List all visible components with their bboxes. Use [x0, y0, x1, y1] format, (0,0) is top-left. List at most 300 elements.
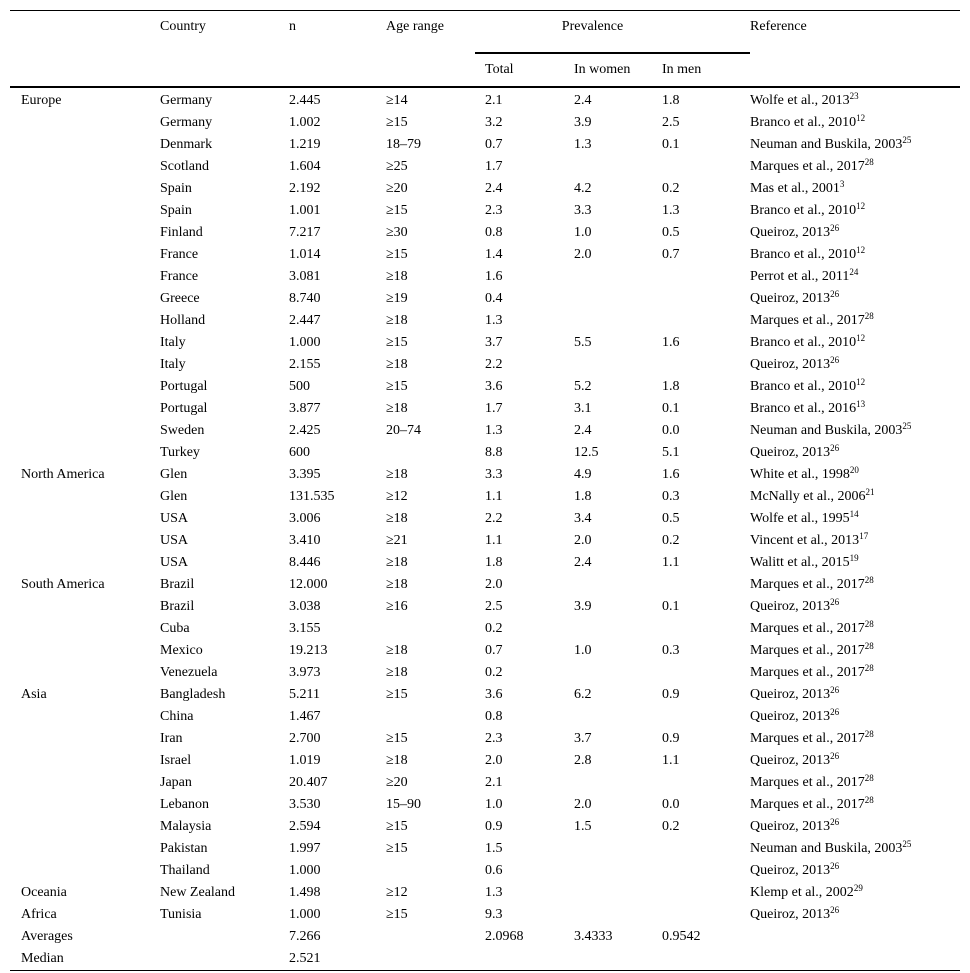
row-n: 3.530: [289, 797, 321, 812]
row-region: Median: [10, 948, 160, 971]
row-age-range: ≥20: [386, 181, 408, 196]
row-region: [10, 288, 160, 310]
row-country: Finland: [160, 225, 203, 240]
row-reference: [750, 794, 960, 816]
table-row: [10, 266, 960, 288]
row-in-women: [574, 882, 662, 904]
row-in-women: 1.0: [574, 225, 592, 240]
table-row: [10, 200, 960, 222]
reference-citation-number: 23: [849, 91, 859, 102]
row-in-men: [662, 310, 750, 332]
table-row: [10, 508, 960, 530]
row-in-men: 0.3: [662, 489, 680, 504]
row-reference: [750, 552, 960, 574]
row-region: [10, 398, 160, 420]
row-n: 2.594: [289, 819, 321, 834]
row-total: 2.3: [485, 203, 503, 218]
row-n: 1.019: [289, 753, 321, 768]
row-country: Lebanon: [160, 797, 209, 812]
row-age-range: ≥15: [386, 335, 408, 350]
row-country: Brazil: [160, 599, 195, 614]
prevalence-table: [10, 10, 960, 971]
row-n: 2.445: [289, 93, 321, 108]
row-reference: [750, 530, 960, 552]
table-row: [10, 596, 960, 618]
row-in-men: 0.7: [662, 247, 680, 262]
reference-text: White et al., 1998: [750, 467, 850, 482]
row-in-men: 2.5: [662, 115, 680, 130]
row-age-range: ≥15: [386, 907, 408, 922]
row-n: 1.604: [289, 159, 321, 174]
row-in-men: 0.5: [662, 225, 680, 240]
row-total: 3.7: [485, 335, 503, 350]
row-total: 1.7: [485, 401, 503, 416]
row-region: [10, 706, 160, 728]
row-age-range: ≥18: [386, 643, 408, 658]
row-in-men: 0.9542: [662, 929, 701, 944]
row-age-range: ≥25: [386, 159, 408, 174]
row-reference: [750, 87, 960, 112]
header-total: Total: [475, 53, 574, 87]
row-total: 2.4: [485, 181, 503, 196]
header-region: [10, 11, 160, 54]
reference-citation-number: 26: [830, 685, 840, 696]
row-n: 2.521: [289, 948, 386, 971]
row-age-range: ≥19: [386, 291, 408, 306]
row-country: [160, 948, 289, 971]
row-reference: [750, 420, 960, 442]
header-in-men: In men: [662, 53, 750, 87]
reference-text: Queiroz, 2013: [750, 445, 831, 460]
row-in-men: 0.2: [662, 819, 680, 834]
row-total: 2.1: [485, 93, 503, 108]
reference-text: Marques et al., 2017: [750, 665, 865, 680]
reference-text: Queiroz, 2013: [750, 907, 831, 922]
row-n: 1.000: [289, 863, 321, 878]
row-in-women: [574, 838, 662, 860]
reference-text: McNally et al., 2006: [750, 489, 866, 504]
row-in-women: 2.8: [574, 753, 592, 768]
row-in-men: [662, 904, 750, 926]
row-in-women: 2.0: [574, 797, 592, 812]
row-reference: [750, 706, 960, 728]
row-country: Mexico: [160, 643, 203, 658]
row-in-women: [574, 288, 662, 310]
row-total: 1.5: [485, 841, 503, 856]
row-region: [10, 244, 160, 266]
row-reference: [750, 728, 960, 750]
table-row: [10, 376, 960, 398]
reference-text: Queiroz, 2013: [750, 687, 831, 702]
reference-citation-number: 26: [830, 289, 840, 300]
row-country: USA: [160, 533, 189, 548]
row-age-range: ≥12: [386, 885, 408, 900]
reference-citation-number: 28: [864, 729, 874, 740]
row-reference: [750, 376, 960, 398]
reference-citation-number: 26: [830, 443, 840, 454]
reference-text: Marques et al., 2017: [750, 775, 865, 790]
row-region: [10, 156, 160, 178]
row-in-men: [662, 156, 750, 178]
row-age-range: [386, 926, 475, 948]
row-in-women: 1.8: [574, 489, 592, 504]
row-country: Germany: [160, 115, 213, 130]
table-row: [10, 354, 960, 376]
row-total: 0.7: [485, 137, 503, 152]
row-total: 2.1: [485, 775, 503, 790]
row-reference: [750, 882, 960, 904]
row-age-range: ≥16: [386, 599, 408, 614]
row-country: Thailand: [160, 863, 210, 878]
table-row: [10, 332, 960, 354]
table-row: [10, 420, 960, 442]
table-row: [10, 442, 960, 464]
row-country: New Zealand: [160, 885, 236, 900]
row-reference: [750, 310, 960, 332]
table-row: [10, 310, 960, 332]
row-region: [10, 728, 160, 750]
row-age-range: ≥18: [386, 555, 408, 570]
reference-citation-number: 28: [864, 795, 874, 806]
row-country: USA: [160, 511, 189, 526]
row-in-women: 2.4: [574, 423, 592, 438]
row-n: 500: [289, 379, 310, 394]
row-total: 1.3: [485, 885, 503, 900]
reference-text: Branco et al., 2010: [750, 379, 857, 394]
row-age-range: ≥15: [386, 247, 408, 262]
table-row: [10, 640, 960, 662]
row-region: [10, 508, 160, 530]
reference-citation-number: 26: [830, 355, 840, 366]
row-in-women: 3.9: [574, 599, 592, 614]
table-row: [10, 87, 960, 112]
row-in-men: 1.1: [662, 555, 680, 570]
row-country: Spain: [160, 203, 192, 218]
row-in-men: [662, 574, 750, 596]
row-in-men: [662, 772, 750, 794]
row-country: Italy: [160, 357, 186, 372]
reference-citation-number: 12: [856, 333, 866, 344]
row-age-range: ≥15: [386, 203, 408, 218]
row-age-range: ≥18: [386, 753, 408, 768]
row-age-range: 20–74: [386, 423, 421, 438]
row-region: Averages: [21, 929, 73, 944]
reference-text: Neuman and Buskila, 2003: [750, 423, 903, 438]
reference-text: Branco et al., 2016: [750, 401, 857, 416]
table-row: [10, 178, 960, 200]
row-total: 1.8: [485, 555, 503, 570]
row-region: [10, 200, 160, 222]
reference-citation-number: 13: [856, 399, 866, 410]
row-reference: [750, 640, 960, 662]
row-in-men: 1.3: [662, 203, 680, 218]
reference-text: Branco et al., 2010: [750, 203, 857, 218]
row-n: 2.425: [289, 423, 321, 438]
row-in-men: [662, 948, 750, 971]
row-in-men: 1.6: [662, 467, 680, 482]
row-region: [10, 640, 160, 662]
table-row: [10, 816, 960, 838]
row-reference: [750, 222, 960, 244]
reference-text: Wolfe et al., 2013: [750, 93, 850, 108]
table-row: [10, 134, 960, 156]
reference-citation-number: 3: [839, 179, 845, 190]
row-in-men: 0.1: [662, 401, 680, 416]
row-reference: [750, 200, 960, 222]
reference-text: Marques et al., 2017: [750, 621, 865, 636]
reference-text: Queiroz, 2013: [750, 357, 831, 372]
row-in-men: 0.1: [662, 599, 680, 614]
row-in-women: 2.0: [574, 533, 592, 548]
row-age-range: ≥12: [386, 489, 408, 504]
row-total: 1.0: [485, 797, 503, 812]
table-body: [10, 87, 960, 971]
table-row: [10, 156, 960, 178]
row-total: 0.7: [485, 643, 503, 658]
row-age-range: ≥15: [386, 379, 408, 394]
row-age-range: [386, 706, 475, 728]
row-country: Glen: [160, 489, 188, 504]
row-in-women: [574, 860, 662, 882]
row-country: Germany: [160, 93, 213, 108]
row-country: Malaysia: [160, 819, 212, 834]
row-age-range: ≥18: [386, 511, 408, 526]
reference-text: Branco et al., 2010: [750, 335, 857, 350]
header-prevalence: Prevalence: [475, 11, 750, 54]
reference-text: Neuman and Buskila, 2003: [750, 137, 903, 152]
row-n: 3.155: [289, 621, 321, 636]
reference-text: Wolfe et al., 1995: [750, 511, 850, 526]
row-in-women: [574, 574, 662, 596]
row-reference: [750, 860, 960, 882]
row-region: [10, 420, 160, 442]
row-in-men: [662, 266, 750, 288]
table-row: [10, 882, 960, 904]
row-n: 1.001: [289, 203, 321, 218]
row-n: 1.997: [289, 841, 321, 856]
reference-text: Queiroz, 2013: [750, 225, 831, 240]
row-country: Israel: [160, 753, 192, 768]
table-row: [10, 772, 960, 794]
row-reference: [750, 662, 960, 684]
row-region: [10, 310, 160, 332]
row-total: 0.4: [485, 291, 503, 306]
row-in-men: 5.1: [662, 445, 680, 460]
row-country: Iran: [160, 731, 183, 746]
reference-text: Branco et al., 2010: [750, 115, 857, 130]
reference-citation-number: 12: [856, 113, 866, 124]
reference-citation-number: 28: [864, 663, 874, 674]
row-n: 20.407: [289, 775, 328, 790]
reference-text: Queiroz, 2013: [750, 819, 831, 834]
row-n: 7.266: [289, 929, 321, 944]
table-row: [10, 728, 960, 750]
row-in-women: 4.9: [574, 467, 592, 482]
row-in-women: 2.4: [574, 555, 592, 570]
reference-text: Queiroz, 2013: [750, 753, 831, 768]
row-in-men: 0.0: [662, 423, 680, 438]
row-region: [10, 266, 160, 288]
row-age-range: ≥18: [386, 401, 408, 416]
row-age-range: ≥15: [386, 115, 408, 130]
table-row: [10, 948, 960, 971]
reference-citation-number: 26: [830, 597, 840, 608]
table-row: [10, 464, 960, 486]
row-region: Europe: [21, 93, 62, 108]
header-age-range: Age range: [386, 11, 475, 54]
row-region: [10, 838, 160, 860]
row-in-men: 1.8: [662, 93, 680, 108]
reference-text: Queiroz, 2013: [750, 709, 831, 724]
row-region: [10, 552, 160, 574]
row-reference: [750, 596, 960, 618]
table-row: [10, 486, 960, 508]
row-reference: [750, 486, 960, 508]
row-in-men: 0.3: [662, 643, 680, 658]
row-n: 8.446: [289, 555, 321, 570]
reference-text: Vincent et al., 2013: [750, 533, 860, 548]
row-total: 8.8: [485, 445, 503, 460]
row-age-range: ≥18: [386, 665, 408, 680]
row-region: [10, 530, 160, 552]
row-in-women: 1.5: [574, 819, 592, 834]
row-n: 3.877: [289, 401, 321, 416]
row-total: 1.1: [485, 533, 503, 548]
row-reference: [750, 772, 960, 794]
row-n: 3.395: [289, 467, 321, 482]
row-country: Tunisia: [160, 907, 202, 922]
row-in-women: 3.4: [574, 511, 592, 526]
row-in-men: [662, 618, 750, 640]
row-age-range: ≥21: [386, 533, 408, 548]
row-region: North America: [21, 467, 105, 482]
row-n: 3.410: [289, 533, 321, 548]
row-n: 1.000: [289, 907, 321, 922]
row-n: 3.081: [289, 269, 321, 284]
row-in-women: [574, 156, 662, 178]
reference-citation-number: 21: [865, 487, 875, 498]
row-in-men: 0.2: [662, 181, 680, 196]
row-reference: [750, 618, 960, 640]
reference-text: Marques et al., 2017: [750, 577, 865, 592]
row-age-range: ≥30: [386, 225, 408, 240]
table-row: [10, 904, 960, 926]
reference-citation-number: 12: [856, 245, 866, 256]
row-reference: [750, 354, 960, 376]
reference-citation-number: 26: [830, 707, 840, 718]
row-in-men: [662, 354, 750, 376]
row-total: 0.8: [485, 225, 503, 240]
row-n: 19.213: [289, 643, 328, 658]
row-n: 3.038: [289, 599, 321, 614]
row-region: South America: [21, 577, 105, 592]
row-reference: [750, 134, 960, 156]
row-total: 1.1: [485, 489, 503, 504]
row-in-men: 0.2: [662, 533, 680, 548]
row-in-women: 2.0: [574, 247, 592, 262]
row-region: [10, 178, 160, 200]
row-region: [10, 596, 160, 618]
row-region: [10, 816, 160, 838]
row-in-women: 2.4: [574, 93, 592, 108]
reference-citation-number: 14: [849, 509, 859, 520]
header-country: Country: [160, 11, 289, 54]
row-total: 0.2: [485, 665, 503, 680]
row-age-range: ≥15: [386, 819, 408, 834]
reference-text: Marques et al., 2017: [750, 313, 865, 328]
reference-text: Branco et al., 2010: [750, 247, 857, 262]
row-total: 2.3: [485, 731, 503, 746]
row-age-range: [386, 618, 475, 640]
row-region: [10, 442, 160, 464]
row-in-women: 1.3: [574, 137, 592, 152]
row-age-range: ≥18: [386, 313, 408, 328]
row-region: Asia: [21, 687, 47, 702]
row-n: 1.467: [289, 709, 321, 724]
header-reference: Reference: [750, 11, 960, 54]
row-country: Venezuela: [160, 665, 218, 680]
row-age-range: ≥18: [386, 577, 408, 592]
reference-citation-number: 25: [902, 421, 912, 432]
row-age-range: [386, 948, 475, 971]
table-row: [10, 244, 960, 266]
row-total: 0.2: [485, 621, 503, 636]
table-row: [10, 684, 960, 706]
reference-text: Marques et al., 2017: [750, 159, 865, 174]
row-n: 131.535: [289, 489, 335, 504]
row-country: Brazil: [160, 577, 195, 592]
row-in-men: [662, 838, 750, 860]
row-n: 2.447: [289, 313, 321, 328]
reference-text: Queiroz, 2013: [750, 599, 831, 614]
row-region: [10, 332, 160, 354]
row-total: 0.9: [485, 819, 503, 834]
row-total: 3.6: [485, 379, 503, 394]
reference-text: Queiroz, 2013: [750, 863, 831, 878]
table-row: [10, 398, 960, 420]
row-n: 1.014: [289, 247, 321, 262]
table-row: [10, 794, 960, 816]
row-in-women: 3.9: [574, 115, 592, 130]
row-in-men: [662, 288, 750, 310]
row-age-range: ≥15: [386, 731, 408, 746]
table-row: [10, 750, 960, 772]
row-in-men: 0.9: [662, 687, 680, 702]
row-reference: [750, 442, 960, 464]
row-country: USA: [160, 555, 189, 570]
row-in-women: 6.2: [574, 687, 592, 702]
table-row: [10, 530, 960, 552]
row-reference: [750, 926, 960, 948]
row-reference: [750, 398, 960, 420]
row-region: [10, 376, 160, 398]
row-total: 2.2: [485, 511, 503, 526]
reference-citation-number: 12: [856, 377, 866, 388]
row-country: Scotland: [160, 159, 209, 174]
row-in-men: [662, 860, 750, 882]
row-region: [10, 222, 160, 244]
reference-text: Walitt et al., 2015: [750, 555, 850, 570]
row-in-women: 4.2: [574, 181, 592, 196]
row-in-men: 0.9: [662, 731, 680, 746]
row-age-range: ≥18: [386, 269, 408, 284]
reference-citation-number: 25: [902, 135, 912, 146]
reference-text: Marques et al., 2017: [750, 797, 865, 812]
row-in-men: [662, 706, 750, 728]
reference-citation-number: 26: [830, 223, 840, 234]
row-in-men: [662, 662, 750, 684]
table-row: [10, 706, 960, 728]
